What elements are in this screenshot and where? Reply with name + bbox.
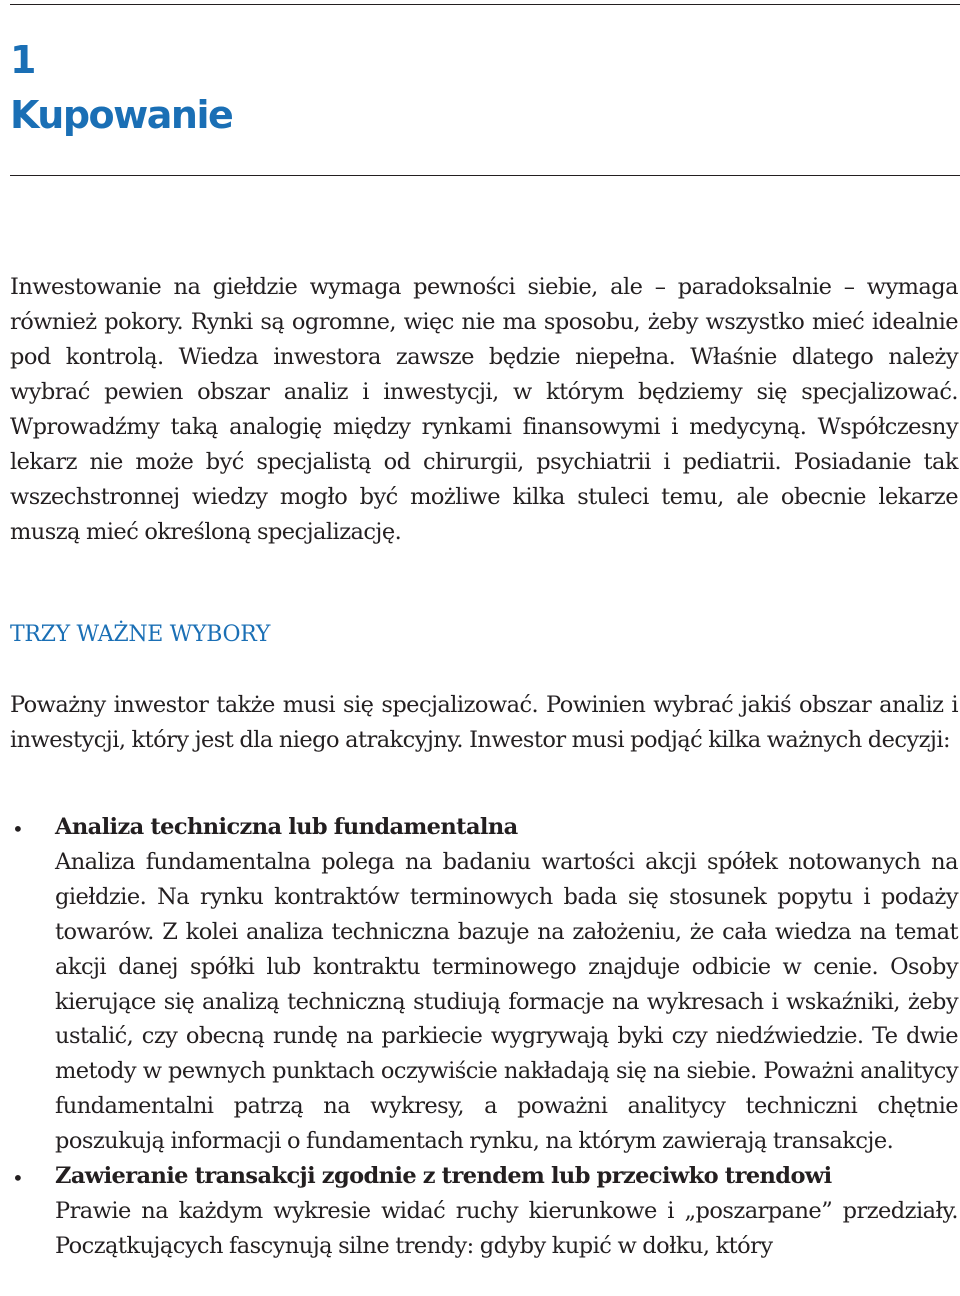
top-rule — [10, 4, 960, 5]
section-paragraph: Poważny inwestor także musi się specjalizować. Powinien wybrać jakiś obszar analiz i inwestycji, który jest dla niego atrakcyjny. Inwestor musi podjąć kilka ważnych decyzji: — [10, 692, 958, 753]
intro-paragraph: Inwestowanie na giełdzie wymaga pewności siebie, ale – paradoksalnie – wymaga również pokory. Rynki są ogromne, więc nie ma sposobu, żeby wszystko mieć idealnie pod kontrolą. Wiedza inwestora zawsze będzie niepełna. Właśnie dlatego należy wybrać pewien obszar analiz i inwestycji, w którym będziemy się specjalizować. Wprowadźmy taką analogię między rynkami finansowymi i medycyną. Współczesny lekarz nie może być specjalistą od chirurgii, psychiatrii i pediatrii. Posiadanie tak wszechstronnej wiedzy mogło być możliwe kilka stuleci temu, ale obecnie lekarze muszą mieć określoną specjalizację. — [10, 274, 958, 545]
list-item-title: Analiza techniczna lub fundamentalna — [55, 814, 518, 840]
list-item — [0, 1159, 958, 1264]
list-item-title: Zawieranie transakcji zgodnie z trendem lub przeciwko trendowi — [55, 1163, 832, 1190]
list-item-text: Prawie na każdym wykresie widać ruchy kierunkowe i „poszarpane” przedziały. Początkujących fascynują silne trendy: gdyby kupić w dołku, który — [55, 1197, 958, 1259]
list-item — [0, 810, 958, 1159]
chapter-number: 1 — [10, 38, 36, 82]
chapter-title: Kupowanie — [10, 93, 233, 137]
bullet-icon: • — [12, 817, 24, 841]
list-item-text: Analiza fundamentalna polega na badaniu wartości akcji spółek notowanych na giełdzie. Na rynku kontraktów terminowych bada się stosunek popytu i podaży towarów. Z kolei analiza techniczna bazuje na założeniu, że cała wiedza na temat akcji danej spółki lub kontraktu terminowego znajduje odbicie w cenie. Osoby kierujące się analizą techniczną studiują formacje na wykresach i wskaźniki, żeby ustalić, czy obecną rundę na parkiecie wygrywają byki czy niedźwiedzie. Te dwie metody w pewnych punktach oczywiście nakładają się na siebie. Poważni analitycy fundamentalni patrzą na wykresy, a poważni analitycy techniczni chętnie poszukują informacji o fundamentach rynku, na którym zawierają transakcje. — [55, 848, 958, 1155]
choices-list — [0, 810, 960, 1264]
chapter-divider — [10, 175, 960, 176]
section-heading: TRZY WAŻNE WYBORY — [10, 622, 271, 647]
bullet-icon: • — [12, 1166, 24, 1191]
